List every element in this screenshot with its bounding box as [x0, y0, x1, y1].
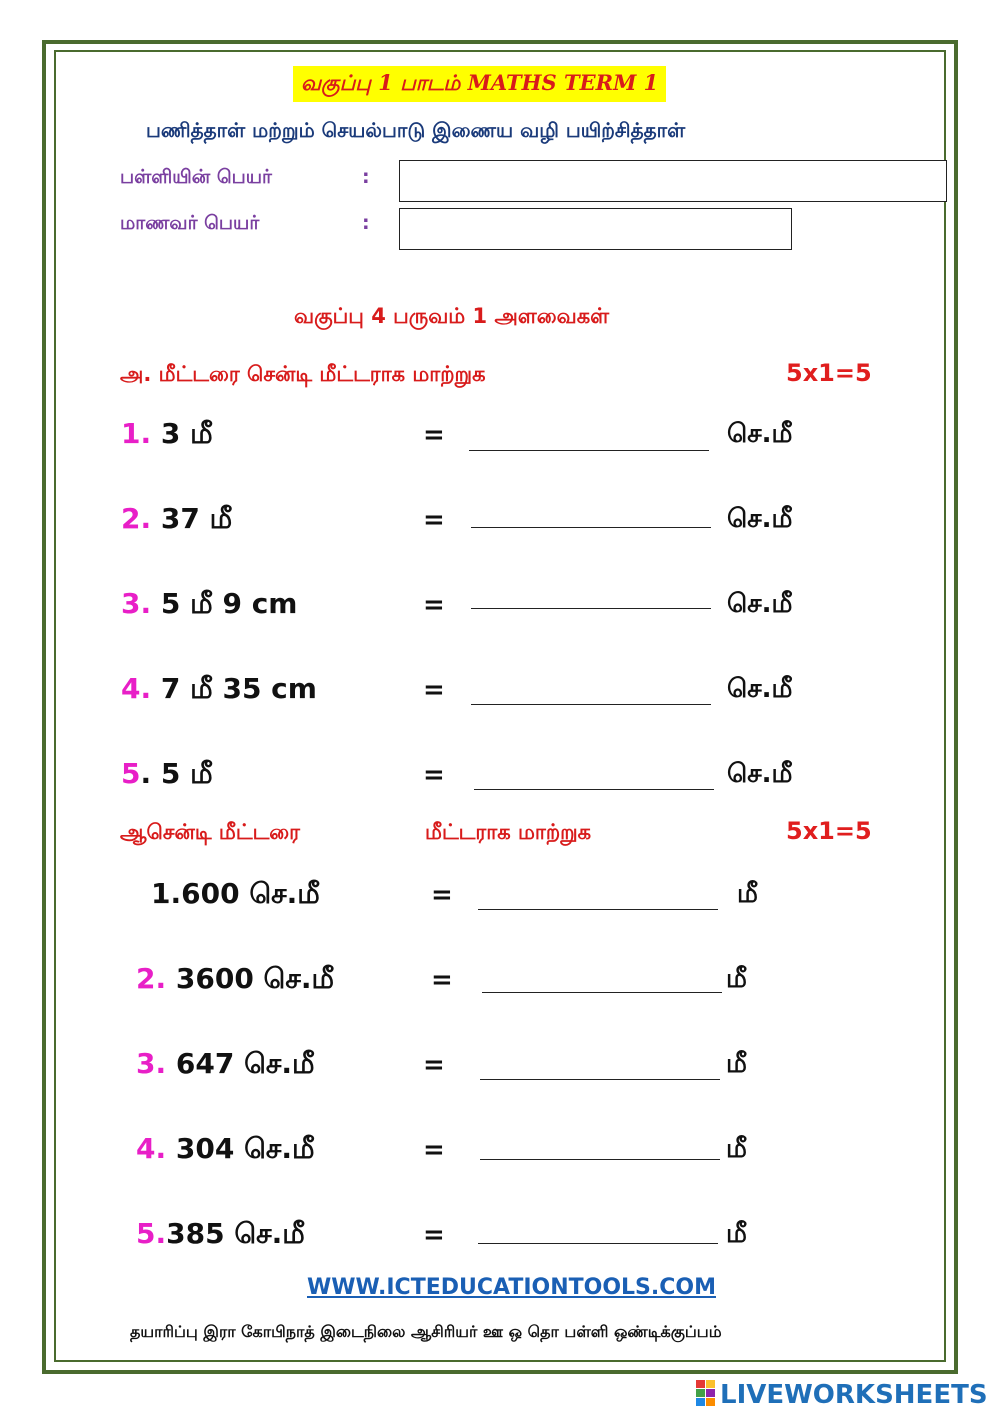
question-number: 5. [136, 1217, 167, 1250]
liveworksheets-brand[interactable]: LIVEWORKSHEETS [720, 1380, 988, 1410]
equals-sign: = [423, 675, 445, 705]
answer-blank-a3[interactable] [471, 608, 711, 609]
school-name-label: பள்ளியின் பெயர் [120, 166, 272, 188]
question-number: 3. [136, 1047, 167, 1080]
unit-label: மீ [726, 964, 747, 994]
question-text: 3600 செ.மீ [166, 962, 335, 995]
unit-label: மீ [737, 879, 758, 909]
question-b1 [151, 877, 320, 914]
student-name-colon: : [362, 212, 370, 234]
question-number: 4. [136, 1132, 167, 1165]
question-b2 [136, 962, 334, 999]
unit-label: மீ [726, 1219, 747, 1249]
answer-blank-b5[interactable] [478, 1243, 718, 1244]
equals-sign: = [423, 1135, 445, 1165]
answer-blank-b2[interactable] [482, 992, 722, 993]
question-number: 2. [121, 502, 152, 535]
question-text: 7 மீ 35 cm [151, 672, 317, 705]
question-text: 37 மீ [151, 502, 233, 535]
unit-label: செ.மீ [727, 674, 793, 704]
student-name-input[interactable] [399, 208, 792, 250]
equals-sign: = [423, 505, 445, 535]
unit-label: செ.மீ [727, 504, 793, 534]
question-b4 [136, 1132, 315, 1169]
answer-blank-a5[interactable] [474, 789, 714, 790]
equals-sign: = [431, 965, 453, 995]
section-b-title-part2: மீட்டராக மாற்றுக [425, 820, 592, 844]
school-name-input[interactable] [399, 160, 947, 202]
question-text: 385 செ.மீ [166, 1217, 305, 1250]
section-a-title: அ. மீட்டரை சென்டி மீட்டராக மாற்றுக [120, 362, 486, 386]
question-number: 2. [136, 962, 167, 995]
worksheet-title: வகுப்பு 1 பாடம் MATHS TERM 1 [293, 66, 666, 102]
question-a5 [121, 757, 213, 794]
answer-blank-a1[interactable] [469, 450, 709, 451]
equals-sign: = [423, 420, 445, 450]
unit-label: செ.மீ [727, 419, 793, 449]
website-link[interactable]: WWW.ICTEDUCATIONTOOLS.COM [307, 1275, 716, 1300]
liveworksheets-logo-icon [696, 1380, 718, 1406]
question-a4 [121, 672, 317, 709]
equals-sign: = [423, 760, 445, 790]
unit-label: மீ [726, 1049, 747, 1079]
section-b-marks: 5x1=5 [786, 817, 872, 845]
question-b5 [136, 1217, 305, 1254]
answer-blank-a4[interactable] [471, 704, 711, 705]
question-a1 [121, 417, 213, 454]
question-text: 647 செ.மீ [166, 1047, 315, 1080]
answer-blank-a2[interactable] [471, 527, 711, 528]
unit-label: மீ [726, 1134, 747, 1164]
answer-blank-b1[interactable] [478, 909, 718, 910]
question-text: 1.600 செ.மீ [151, 877, 320, 910]
answer-blank-b4[interactable] [480, 1159, 720, 1160]
question-b3 [136, 1047, 315, 1084]
question-text: 3 மீ [151, 417, 213, 450]
question-number: 5 [121, 757, 141, 790]
answer-blank-b3[interactable] [480, 1079, 720, 1080]
question-text: 5 மீ 9 cm [151, 587, 298, 620]
equals-sign: = [423, 590, 445, 620]
author-credit: தயாரிப்பு இரா கோபிநாத் இடைநிலை ஆசிரியர் ஊ ஒ தொ பள்ளி ஒண்டிக்குப்பம் [130, 1322, 722, 1341]
equals-sign: = [423, 1220, 445, 1250]
question-number: 3. [121, 587, 152, 620]
unit-label: செ.மீ [727, 759, 793, 789]
question-a2 [121, 502, 232, 539]
student-name-label: மாணவர் பெயர் [120, 212, 260, 234]
question-text: . 5 மீ [140, 757, 213, 790]
question-number: 4. [121, 672, 152, 705]
school-name-colon: : [362, 166, 370, 188]
section-a-marks: 5x1=5 [786, 359, 872, 387]
topic-heading: வகுப்பு 4 பருவம் 1 அளவைகள் [294, 304, 610, 328]
equals-sign: = [431, 880, 453, 910]
question-text: 304 செ.மீ [166, 1132, 315, 1165]
question-number: 1. [121, 417, 152, 450]
unit-label: செ.மீ [727, 589, 793, 619]
section-b-title-part1: ஆசென்டி மீட்டரை [120, 820, 301, 844]
worksheet-subtitle: பணித்தாள் மற்றும் செயல்பாடு இணைய வழி பயிற்சித்தாள் [146, 118, 686, 142]
question-a3 [121, 587, 297, 624]
equals-sign: = [423, 1050, 445, 1080]
